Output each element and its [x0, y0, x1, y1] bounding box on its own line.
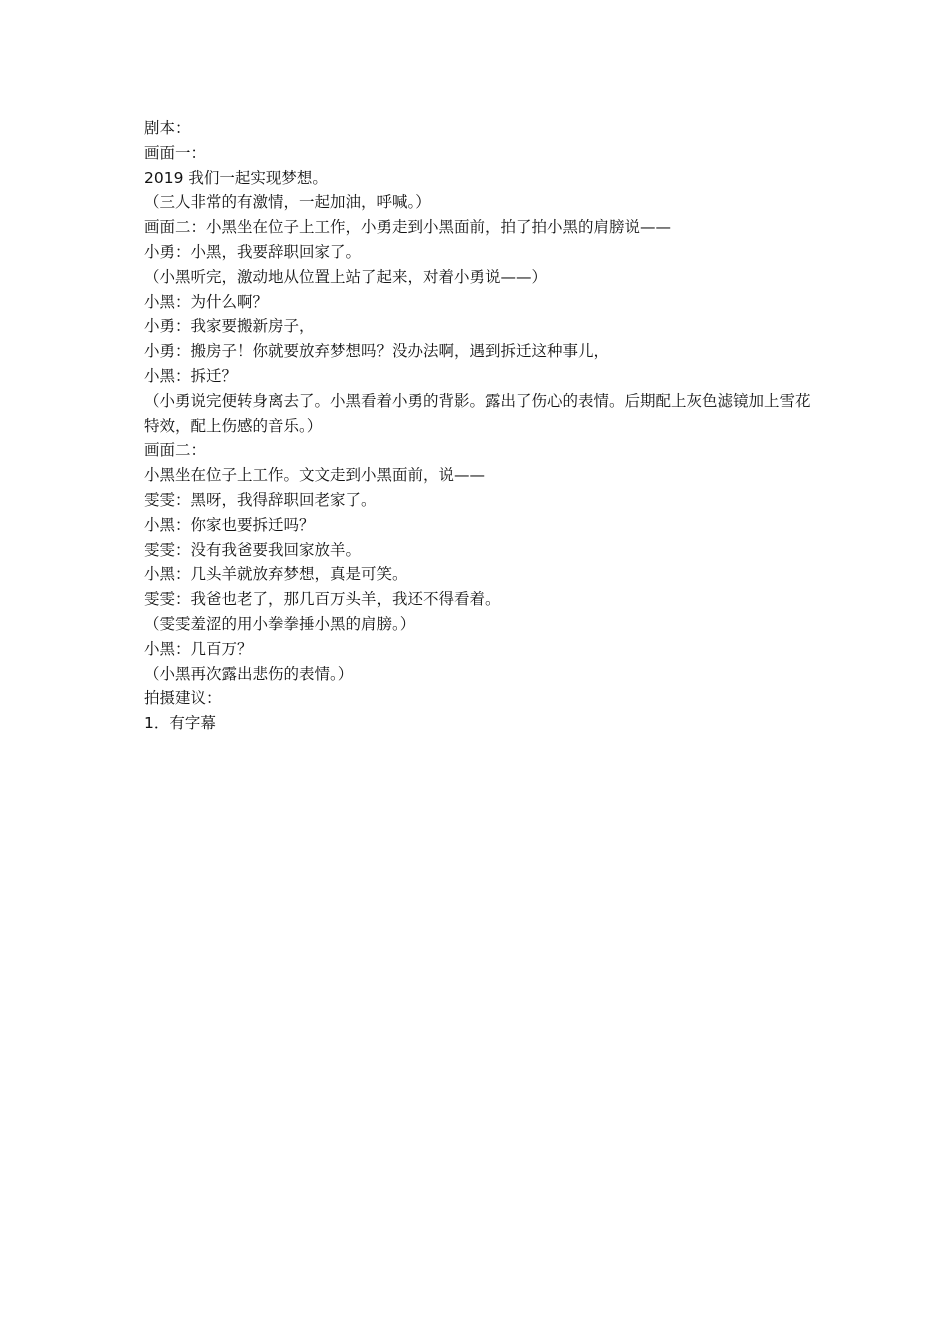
dialogue-line: 小黑：几百万？ [144, 639, 253, 658]
scene-heading: 画面二： [144, 441, 207, 460]
stage-direction: （小勇说完便转身离去了。小黑看着小勇的背影。露出了伤心的表情。后期配上灰色滤镜加上雪花特效，配上伤感的音乐。） [144, 391, 811, 435]
dialogue-line: 雯雯：黑呀，我得辞职回老家了。 [144, 490, 377, 509]
heading-script: 剧本： [144, 119, 191, 137]
stage-direction: （小黑听完，激动地从位置上站了起来，对着小勇说——） [144, 267, 548, 286]
dialogue-line: 小勇：小黑，我要辞职回家了。 [144, 242, 362, 261]
dialogue-line: 小勇：搬房子！你就要放弃梦想吗？没办法啊，遇到拆迁这种事儿， [144, 342, 610, 361]
stage-direction: （三人非常的有激情，一起加油，呼喊。） [144, 193, 431, 212]
scene-one-heading: 画面一： [144, 143, 207, 162]
dialogue-line: 小勇：我家要搬新房子， [144, 317, 315, 336]
dialogue-line: 小黑：拆迁？ [144, 366, 238, 385]
stage-direction: （小黑再次露出悲伤的表情。） [144, 664, 354, 683]
stage-direction: （雯雯羞涩的用小拳拳捶小黑的肩膀。） [144, 614, 416, 633]
shooting-suggestions-heading: 拍摄建议： [144, 689, 222, 708]
dialogue-line: 小黑：为什么啊？ [144, 292, 269, 311]
scene-two-heading: 画面二：小黑坐在位子上工作，小勇走到小黑面前，拍了拍小黑的肩膀说—— [144, 218, 672, 237]
dialogue-line: 小黑：几头羊就放弃梦想，真是可笑。 [144, 565, 408, 584]
dialogue-line: 雯雯：没有我爸要我回家放羊。 [144, 540, 362, 559]
script-body [144, 116, 814, 736]
dialogue-line: 雯雯：我爸也老了，那几百万头羊，我还不得看着。 [144, 590, 501, 609]
script-line: 小黑坐在位子上工作。文文走到小黑面前，说—— [144, 466, 486, 485]
dialogue-line: 小黑：你家也要拆迁吗？ [144, 515, 315, 534]
suggestion-item: 1．有字幕 [144, 714, 216, 733]
script-line: 2019 我们一起实现梦想。 [144, 168, 328, 187]
